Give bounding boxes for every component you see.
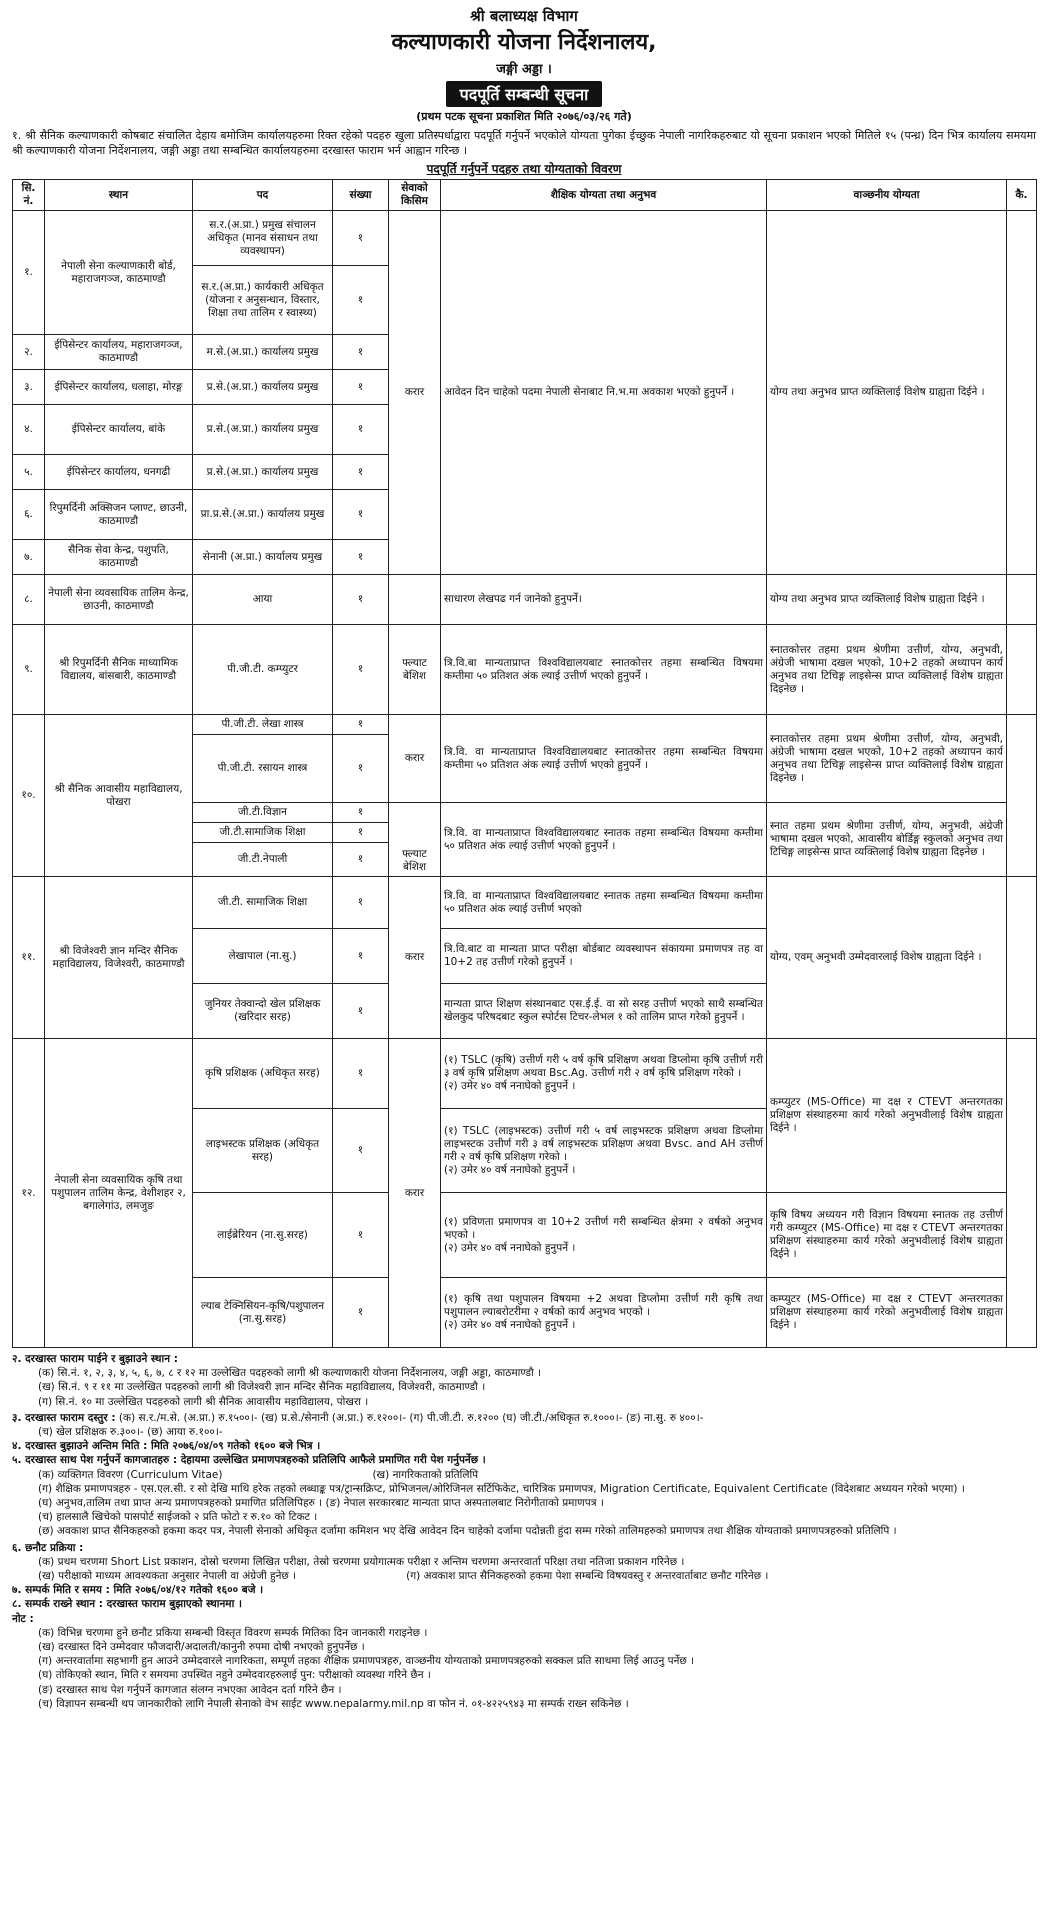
qualification-item: (२) उमेर ४० वर्ष ननाघेको हुनुपर्ने ।	[444, 1241, 576, 1254]
note-item: (ग) अन्तरवार्तामा सहभागी हुन आउने उम्मेदवारले नागरिकता, सम्पूर्ण तहका शैक्षिक प्रमाणपत्रहरु, वाञ्छनीय योग्यताको प्रमाणपत्रहरुको सक्कल प्रति साथमा लिई आउनु पर्नेछ ।	[38, 1655, 695, 1668]
cell-service: करार	[389, 715, 441, 803]
footer-line	[12, 1569, 1036, 1583]
cell-post: जी.टी.विज्ञान	[193, 803, 333, 823]
notice-header	[0, 6, 1048, 124]
cell-post: जी.टी.नेपाली	[193, 843, 333, 877]
table-row	[13, 1039, 1037, 1109]
intro-paragraph: १. श्री सैनिक कल्याणकारी कोषबाट संचालित देहाय बमोजिम कार्यालयहरुमा रिक्त रहेको पदहरु खुला प्रतिस्पर्धाद्वारा पदपूर्ति गर्नुपर्ने भएकोले योग्यता पुगेका ईच्छुक नेपाली नागरिकहरुबाट यो सूचना प्रकाशन भएको मितिले १५ (पन्ध्र) दिन भित्र कार्यालय समयमा श्री कल्याणकारी योजना निर्देशनालय, जङ्गी अड्डा तथा सम्बन्धित कार्यालयहरुमा दरखास्त फाराम भर्न आह्वान गरिन्छ ।	[12, 129, 1036, 157]
footer-item: (ख) नागरिकताको प्रतिलिपि	[372, 1468, 479, 1481]
footer-line: (ख) सि.नं. ९ र ११ मा उल्लेखित पदहरुको लागी श्री विजेश्वरी ज्ञान मन्दिर सैनिक महाविद्यालय, विजेश्वरी, काठमाण्डौ ।	[38, 1381, 486, 1394]
section-deadline: ४. दरखास्त बुझाउने अन्तिम मिति : मिति २०७६/०४/०९ गतेको १६०० बजे भित्र ।	[12, 1440, 321, 1453]
cell-desired: कम्प्युटर (MS-Office) मा दक्ष र CTEVT अन्तरगतका प्रशिक्षण संस्थाहरुमा कार्य गरेको अनुभवीलाई विशेष ग्राह्यता दिईने ।	[767, 1278, 1007, 1348]
cell-place: ईपिसेन्टर कार्यालय, धनगढी	[45, 455, 193, 490]
cell-count: १	[333, 843, 389, 877]
cell-service: फ्ल्याट बेशिश	[389, 625, 441, 715]
cell-place: श्री विजेश्वरी ज्ञान मन्दिर सैनिक महाविद्यालय, विजेश्वरी, काठमाण्डौ	[45, 877, 193, 1039]
cell-post: जी.टी. सामाजिक शिक्षा	[193, 877, 333, 929]
cell-qualification: त्रि.वि. वा मान्यताप्राप्त विश्वविद्यालयबाट स्नातक तहमा सम्बन्धित विषयमा कम्तीमा ५० प्रतिशत अंक ल्याई उत्तीर्ण भएको	[441, 877, 767, 929]
notice-footer	[12, 1352, 1036, 1711]
cell-post: जी.टी.सामाजिक शिक्षा	[193, 823, 333, 843]
cell-remarks	[1007, 211, 1037, 575]
cell-service: करार	[389, 1039, 441, 1348]
footer-line: (च) हालसालै खिचेको पासपोर्ट साईजको २ प्रति फोटो र रु.१० को टिकट ।	[38, 1511, 318, 1524]
note-item: (च) विज्ञापन सम्बन्धी थप जानकारीको लागि नेपाली सेनाको वेभ साईट www.nepalarmy.mil.np वा फोन नं. ०१-४२२५९४३ मा सम्पर्क राख्न सकिनेछ ।	[38, 1697, 629, 1710]
cell-qualification	[441, 1193, 767, 1278]
cell-desired: स्नातकोत्तर तहमा प्रथम श्रेणीमा उत्तीर्ण, योग्य, अनुभवी, अंग्रेजी भाषामा दखल भएको, 10+2 तहको अध्यापन कार्य अनुभव तथा टिचिङ्ग लाइसेन्स प्राप्त व्यक्तिलाई विशेष ग्राह्यता दिइनेछ ।	[767, 715, 1007, 803]
col-qualification: शैक्षिक योग्यता तथा अनुभव	[441, 180, 767, 211]
col-remarks: कै.	[1007, 180, 1037, 211]
cell-sn: ५.	[13, 455, 45, 490]
cell-post: लाइभस्टक प्रशिक्षक (अधिकृत सरह)	[193, 1109, 333, 1193]
footer-line	[12, 1468, 1036, 1482]
cell-count: १	[333, 877, 389, 929]
directorate-name: कल्याणकारी योजना निर्देशनालय,	[391, 30, 657, 55]
cell-post: सेनानी (अ.प्रा.) कार्यालय प्रमुख	[193, 540, 333, 575]
cell-place: रिपुमर्दिनी अक्सिजन प्लाण्ट, छाउनी, काठमाण्डौ	[45, 490, 193, 540]
cell-desired: कृषि विषय अध्ययन गरी विज्ञान विषयमा स्नातक तह उत्तीर्ण गरी कम्प्युटर (MS-Office) मा दक्ष र CTEVT अन्तरगतका प्रशिक्षण संस्थाहरुमा कार्य गरेको अनुभवीलाई विशेष ग्राह्यता दिईने ।	[767, 1193, 1007, 1278]
footer-line: (छ) अवकाश प्राप्त सैनिकहरुको हकमा कदर पत्र, नेपाली सेनाको अधिकृत दर्जामा कमिशन भए देखि आवेदन दिन चाहेको दर्जामा पदोन्नती हुंदा सम्म गरेको तालिमहरुको प्रमाणपत्र तथा शैक्षिक योग्यताको प्रमाणपत्रहरुको प्रतिलिपि ।	[38, 1525, 897, 1538]
section-contact-date: ७. सम्पर्क मिति र समय : मिति २०७६/०४/१२ गतेको १६०० बजे ।	[12, 1584, 264, 1597]
cell-count: १	[333, 803, 389, 823]
footer-line: (क) स.र./म.से. (अ.प्रा.) रु.१५००।- (ख) प्र.से./सेनानी (अ.प्रा.) रु.१२००।- (ग) पी.जी.टी. रु.१२०० (घ) जी.टी./अधिकृत रु.१०००।- (ङ) ना.सु. रु ४००।-	[118, 1411, 704, 1424]
note-item: (ङ) दरखास्त साथ पेश गर्नुपर्ने कागजात संलग्न नभएका आवेदन दर्ता गरिने छैन ।	[38, 1683, 342, 1696]
cell-count: १	[333, 575, 389, 625]
cell-qualification: साधारण लेखपढ गर्न जानेको हुनुपर्ने।	[441, 575, 767, 625]
cell-count: १	[333, 1278, 389, 1348]
cell-qualification	[441, 1039, 767, 1109]
section-form-location-title: २. दरखास्त फाराम पाईने र बुझाउने स्थान :	[12, 1353, 178, 1365]
qualification-item: (१) TSLC (लाइभस्टक) उत्तीर्ण गरी ५ वर्ष लाइभस्टक प्रशिक्षण अथवा डिप्लोमा लाइभस्टक उत्तीर्ण गरी ३ वर्ष लाइभस्टक प्रशिक्षण अथवा Bvsc. and AH उत्तीर्ण गरी २ वर्ष कृषि प्रशिक्षण गरेको ।	[444, 1124, 763, 1163]
cell-place: श्री सैनिक आवासीय महाविद्यालय, पोखरा	[45, 715, 193, 877]
cell-count: १	[333, 335, 389, 370]
table-header-row	[13, 180, 1037, 211]
cell-count: १	[333, 1039, 389, 1109]
cell-post: स.र.(अ.प्रा.) कार्यकारी अधिकृत (योजना र अनुसन्धान, विस्तार, शिक्षा तथा तालिम र स्वास्थ्य)	[193, 266, 333, 335]
cell-remarks	[1007, 877, 1037, 1039]
cell-remarks	[1007, 715, 1037, 877]
cell-count: १	[333, 625, 389, 715]
cell-post: कृषि प्रशिक्षक (अधिकृत सरह)	[193, 1039, 333, 1109]
col-service-type: सेवाको किसिम	[389, 180, 441, 211]
qualification-item: (१) प्रविणता प्रमाणपत्र वा 10+2 उत्तीर्ण गरी सम्बन्धित क्षेत्रमा २ वर्षको अनुभव भएको ।	[444, 1215, 763, 1241]
section-contact-place: ८. सम्पर्क राख्ने स्थान : दरखास्त फाराम बुझाएको स्थानमा ।	[12, 1598, 242, 1611]
footer-item: (ग) अवकाश प्राप्त सैनिकहरुको हकमा पेशा सम्बन्धि विषयवस्तु र अन्तरवार्ताबाट छनौट गरिनेछ ।	[406, 1570, 769, 1583]
cell-post: स.र.(अ.प्रा.) प्रमुख संचालन अधिकृत (मानव संसाधन तथा व्यवस्थापन)	[193, 211, 333, 266]
publication-date: (प्रथम पटक सूचना प्रकाशित मिति २०७६/०३/२६ गते)	[416, 110, 632, 123]
cell-place: सैनिक सेवा केन्द्र, पशुपति, काठमाण्डौ	[45, 540, 193, 575]
cell-desired: कम्प्युटर (MS-Office) मा दक्ष र CTEVT अन्तरगतका प्रशिक्षण संस्थाहरुमा कार्य गरेको अनुभवीलाई विशेष ग्राह्यता दिईने ।	[767, 1039, 1007, 1193]
cell-service: करार	[389, 211, 441, 575]
cell-sn: ८.	[13, 575, 45, 625]
footer-item: (ख) परीक्षाको माध्यम आवश्यकता अनुसार नेपाली वा अंग्रेजी हुनेछ ।	[38, 1570, 297, 1583]
cell-qualification: मान्यता प्राप्त शिक्षण संस्थानबाट एस.ई.ई. वा सो सरह उत्तीर्ण भएको साथै सम्बन्धित खेलकुद परिषदबाट स्कुल स्पोर्टस टिचर-लेभल १ को तालिम प्राप्त गरेको हुनुपर्ने ।	[441, 984, 767, 1039]
cell-sn: १२.	[13, 1039, 45, 1348]
cell-sn: ४.	[13, 405, 45, 455]
cell-count: १	[333, 1109, 389, 1193]
note-item: (घ) तोकिएको स्थान, मिति र समयमा उपस्थित नहुने उम्मेदवारहरुलाई पुन: परीक्षाको व्यवस्था गरिने छैन ।	[38, 1669, 431, 1682]
cell-remarks	[1007, 575, 1037, 625]
table-row	[13, 715, 1037, 735]
table-row	[13, 575, 1037, 625]
cell-count: १	[333, 1193, 389, 1278]
cell-sn: ३.	[13, 370, 45, 405]
footer-line: (ग) शैक्षिक प्रमाणपत्रहरु - एस.एल.सी. र सो देखि माथि हरेक तहको लब्धाङ्क पत्र/ट्रान्सक्रिप्ट, प्रोभिजनल/ओरिजिनल सर्टिफिकेट, चारित्रिक प्रमाणपत्र, Migration Certificate, Equivalent Certificate (विदेशबाट अध्ययन गरेको भएमा) ।	[38, 1482, 965, 1495]
footer-item: (क) व्यक्तिगत विवरण (Curriculum Vitae)	[38, 1468, 223, 1481]
table-row	[13, 625, 1037, 715]
cell-count: १	[333, 455, 389, 490]
footer-line: (क) सि.नं. १, २, ३, ४, ५, ६, ७, ८ र १२ मा उल्लेखित पदहरुको लागी श्री कल्याणकारी योजना निर्देशनालय, जङ्गी अड्डा, काठमाण्डौ ।	[38, 1367, 541, 1380]
footer-line: (घ) अनुभव,तालिम तथा प्राप्त अन्य प्रमाणपत्रहरुको प्रमाणित प्रतिलिपिहरु । (ङ) नेपाल सरकारबाट मान्यता प्राप्त अस्पतालबाट निरोगीताको प्रमाणपत्र ।	[38, 1497, 604, 1510]
table-caption: पदपूर्ति गर्नुपर्ने पदहरु तथा योग्यताको विवरण	[426, 162, 622, 176]
qualification-item: (२) उमेर ४० वर्ष ननाघेको हुनुपर्ने ।	[444, 1080, 576, 1092]
cell-qualification: आवेदन दिन चाहेको पदमा नेपाली सेनाबाट नि.भ.मा अवकाश भएको हुनुपर्ने ।	[441, 211, 767, 575]
cell-post: जुनियर तेक्वान्दो खेल प्रशिक्षक (खरिदार सरह)	[193, 984, 333, 1039]
cell-sn: १.	[13, 211, 45, 335]
col-desired: वाञ्छनीय योग्यता	[767, 180, 1007, 211]
cell-place: श्री रिपुमर्दिनी सैनिक माध्यामिक विद्यालय, बांसबारी, काठमाण्डौ	[45, 625, 193, 715]
footer-line: (क) प्रथम चरणमा Short List प्रकाशन, दोस्रो चरणमा लिखित परीक्षा, तेस्रो चरणमा प्रयोगात्मक परीक्षा र अन्तिम चरणमा अन्तरवार्ता परिक्षा तथा नतिजा प्रकाशन गरिनेछ ।	[38, 1555, 685, 1568]
cell-count: १	[333, 984, 389, 1039]
cell-sn: ७.	[13, 540, 45, 575]
cell-post: पी.जी.टी. कम्प्युटर	[193, 625, 333, 715]
cell-desired: स्नातकोत्तर तहमा प्रथम श्रेणीमा उत्तीर्ण, योग्य, अनुभवी, अंग्रेजी भाषामा दखल भएको, 10+2 तहको अध्यापन कार्य अनुभव तथा टिचिङ्ग लाइसेन्स प्राप्त व्यक्तिलाई विशेष ग्राह्यता दिइनेछ ।	[767, 625, 1007, 715]
cell-post: प्र.से.(अ.प्रा.) कार्यालय प्रमुख	[193, 455, 333, 490]
col-post: पद	[193, 180, 333, 211]
section-documents-title: ५. दरखास्त साथ पेश गर्नुपर्ने कागजातहरु : देहायमा उल्लेखित प्रमाणपत्रहरुको प्रतिलिपि आफैले प्रमाणित गरी पेश गर्नुपर्नेछ ।	[12, 1454, 486, 1467]
cell-sn: २.	[13, 335, 45, 370]
cell-desired: योग्य तथा अनुभव प्राप्त व्यक्तिलाई विशेष ग्राह्यता दिईने ।	[767, 211, 1007, 575]
cell-count: १	[333, 490, 389, 540]
cell-post: पी.जी.टी. लेखा शास्त्र	[193, 715, 333, 735]
cell-count: १	[333, 405, 389, 455]
qualification-item: (१) कृषि तथा पशुपालन विषयमा +2 अथवा डिप्लोमा उत्तीर्ण गरी कृषि तथा पशुपालन ल्याबरोटरीमा २ वर्षको कार्य अनुभव भएको ।	[444, 1293, 763, 1318]
cell-count: १	[333, 540, 389, 575]
col-place: स्थान	[45, 180, 193, 211]
cell-post: आया	[193, 575, 333, 625]
location-line: जङ्गी अड्डा ।	[496, 62, 552, 77]
cell-qualification	[441, 1278, 767, 1348]
cell-post: प्र.से.(अ.प्रा.) कार्यालय प्रमुख	[193, 370, 333, 405]
cell-service: फ्ल्याट बेशिश	[389, 803, 441, 877]
cell-place: ईपिसेन्टर कार्यालय, बांके	[45, 405, 193, 455]
section-form-fee-title: ३. दरखास्त फाराम दस्तुर :	[12, 1411, 116, 1424]
cell-place: नेपाली सेना व्यवसायिक तालिम केन्द्र, छाउनी, काठमाण्डौ	[45, 575, 193, 625]
cell-service: करार	[389, 877, 441, 1039]
cell-remarks	[1007, 625, 1037, 715]
col-count: संख्या	[333, 180, 389, 211]
notice-title: पदपूर्ति सम्बन्धी सूचना	[446, 81, 603, 107]
cell-post: ल्याब टेक्निसियन-कृषि/पशुपालन (ना.सु.सरह)	[193, 1278, 333, 1348]
cell-qualification: त्रि.वि.बा मान्यताप्राप्त विश्वविद्यालयबाट स्नातकोत्तर तहमा सम्बन्धित विषयमा कम्तीमा ५० प्रतिशत अंक ल्याई उत्तीर्ण भएको हुनुपर्ने ।	[441, 625, 767, 715]
cell-place: ईपिसेन्टर कार्यालय, महाराजगञ्ज, काठमाण्डौ	[45, 335, 193, 370]
qualification-item: (१) TSLC (कृषि) उत्तीर्ण गरी ५ वर्ष कृषि प्रशिक्षण अथवा डिप्लोमा कृषि उत्तीर्ण गरी ३ वर्ष कृषि प्रशिक्षण अथवा Bsc.Ag. उत्तीर्ण गरी २ वर्ष कृषि प्रशिक्षण गरेको ।	[444, 1054, 763, 1079]
footer-line: (ग) सि.नं. १० मा उल्लेखित पदहरुको लागी श्री सैनिक आवासीय महाविद्यालय, पोखरा ।	[38, 1395, 369, 1408]
cell-count: १	[333, 370, 389, 405]
qualification-item: (२) उमेर ४० वर्ष ननाघेको हुनुपर्ने ।	[444, 1163, 576, 1176]
cell-count: १	[333, 211, 389, 266]
cell-desired: स्नात तहमा प्रथम श्रेणीमा उत्तीर्ण, योग्य, अनुभवी, अंग्रेजी भाषामा दखल भएको, आवासीय बोर्डिङ्ग स्कुलको अनुभव तथा टिचिङ्ग लाइसेन्स प्राप्त व्यक्तिलाई विशेष ग्राह्यता दिइनेछ ।	[767, 803, 1007, 877]
cell-qualification: त्रि.वि. वा मान्यताप्राप्त विश्वविद्यालयबाट स्नातकोत्तर तहमा सम्बन्धित विषयमा कम्तीमा ५० प्रतिशत अंक ल्याई उत्तीर्ण भएको हुनुपर्ने ।	[441, 715, 767, 803]
note-item: (क) विभिन्न चरणमा हुने छनौट प्रकिया सम्बन्धी विस्तृत विवरण सम्पर्क मितिका दिन जानकारी गराइनेछ ।	[38, 1626, 428, 1639]
cell-count: १	[333, 715, 389, 735]
cell-post: प्र.से.(अ.प्रा.) कार्यालय प्रमुख	[193, 405, 333, 455]
cell-remarks	[1007, 1039, 1037, 1348]
cell-post: पी.जी.टी. रसायन शास्त्र	[193, 735, 333, 803]
section-selection-title: ६. छनौट प्रक्रिया :	[12, 1541, 84, 1554]
col-sn: सि. नं.	[13, 180, 45, 211]
cell-qualification: त्रि.वि. वा मान्यताप्राप्त विश्वविद्यालयबाट स्नातक तहमा सम्बन्धित विषयमा कम्तीमा ५० प्रतिशत अंक ल्याई उत्तीर्ण भएको हुनुपर्ने ।	[441, 803, 767, 877]
note-item: (ख) दरखास्त दिने उम्मेदवार फौजदारी/अदालती/कानुनी रुपमा दोषी नभएको हुनुपर्नेछ ।	[38, 1641, 365, 1654]
table-row	[13, 211, 1037, 266]
cell-qualification	[441, 1109, 767, 1193]
cell-sn: ९.	[13, 625, 45, 715]
vacancy-table	[12, 179, 1037, 1348]
qualification-item: (२) उमेर ४० वर्ष ननाघेको हुनुपर्ने ।	[444, 1319, 576, 1331]
section-form-fee	[12, 1411, 1036, 1425]
cell-post: लाईब्रेरियन (ना.सु.सरह)	[193, 1193, 333, 1278]
table-row	[13, 877, 1037, 929]
footer-line: (च) खेल प्रशिक्षक रु.३००।- (छ) आया रु.१००।-	[38, 1426, 223, 1439]
cell-desired: योग्य तथा अनुभव प्राप्त व्यक्तिलाई विशेष ग्राह्यता दिईने ।	[767, 575, 1007, 625]
department-name: श्री बलाध्यक्ष विभाग	[470, 7, 578, 25]
cell-qualification: त्रि.वि.बाट वा मान्यता प्राप्त परीक्षा बोर्डबाट व्यवस्थापन संकायमा प्रमाणपत्र तह वा 10+2 तह उत्तीर्ण गरेको हुनुपर्ने ।	[441, 929, 767, 984]
cell-count: १	[333, 823, 389, 843]
cell-sn: ११.	[13, 877, 45, 1039]
cell-sn: ६.	[13, 490, 45, 540]
cell-place: ईपिसेन्टर कार्यालय, धलाहा, मोरङ्ग	[45, 370, 193, 405]
notes-title: नोट :	[12, 1612, 34, 1625]
cell-post: प्रा.प्र.से.(अ.प्रा.) कार्यालय प्रमुख	[193, 490, 333, 540]
cell-service	[389, 575, 441, 625]
cell-count: १	[333, 266, 389, 335]
cell-place: नेपाली सेना कल्याणकारी बोर्ड, महाराजगञ्ज, काठमाण्डौ	[45, 211, 193, 335]
cell-post: म.से.(अ.प्रा.) कार्यालय प्रमुख	[193, 335, 333, 370]
cell-count: १	[333, 929, 389, 984]
cell-count: १	[333, 735, 389, 803]
cell-sn: १०.	[13, 715, 45, 877]
cell-place: नेपाली सेना व्यवसायिक कृषि तथा पशुपालन तालिम केन्द्र, वेशीशहर २, बगालेगांउ, लमजुङ	[45, 1039, 193, 1348]
cell-post: लेखापाल (ना.सु.)	[193, 929, 333, 984]
cell-desired: योग्य, एवम् अनुभवी उम्मेदवारलाई विशेष ग्राह्यता दिईने ।	[767, 877, 1007, 1039]
